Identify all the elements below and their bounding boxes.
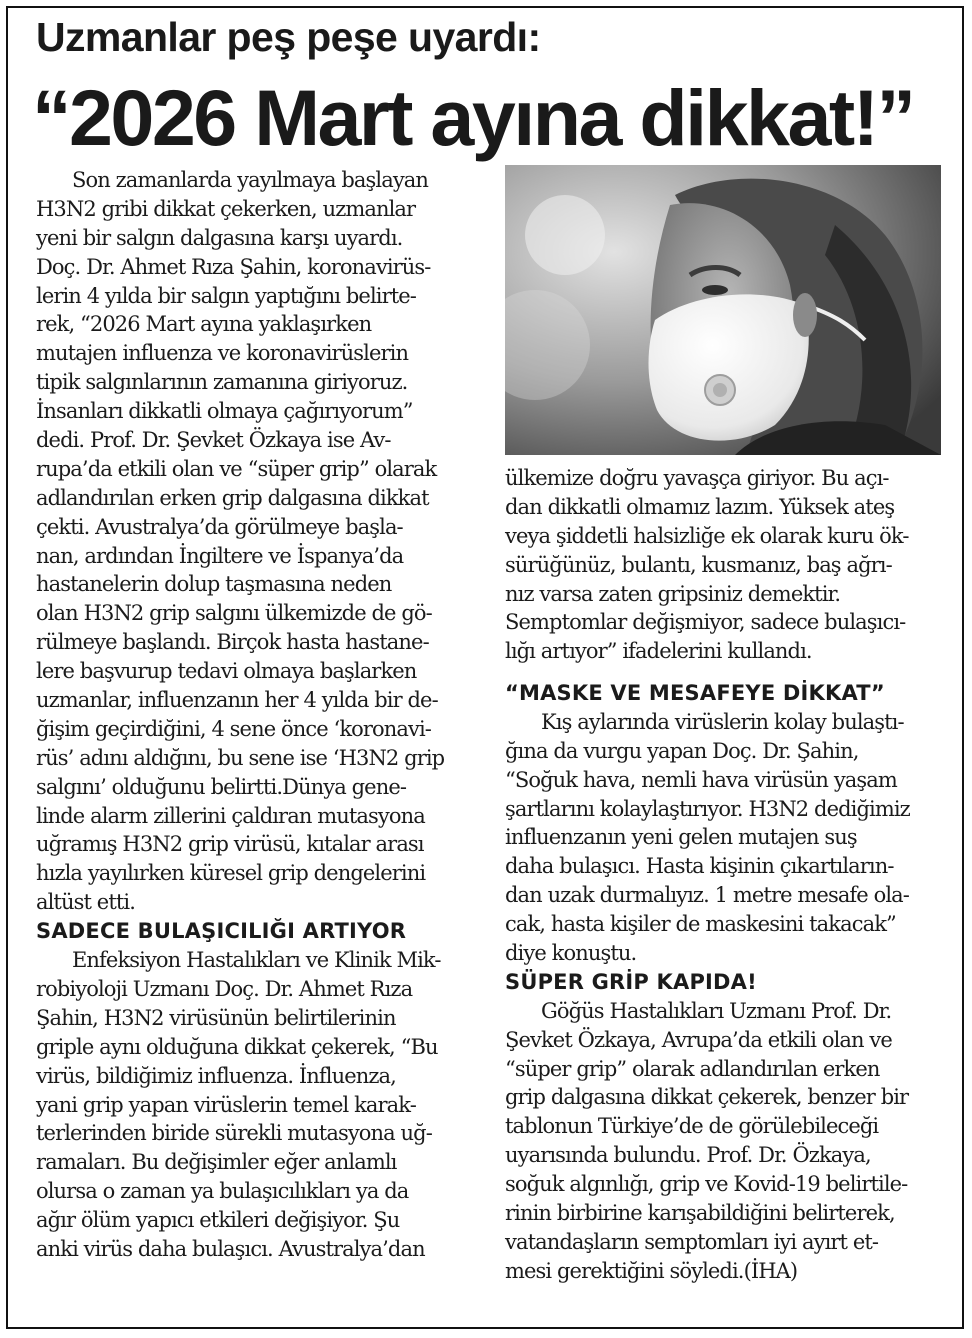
text-line: nan, ardından İngiltere ve İspanya’da (36, 543, 404, 568)
text-line: vatandaşların semptomları iyi ayırt et- (505, 1229, 879, 1254)
subhead-maske-mesafe: “MASKE VE MESAFEYE DİKKAT” (505, 681, 885, 705)
text-line: rüs’ adını aldığını, bu sene ise ‘H3N2 grip (36, 745, 445, 770)
text-line: Doç. Dr. Ahmet Rıza Şahin, koronavirüs- (36, 254, 431, 279)
text-line: griple aynı olduğuna dikkat çekerek, “Bu (36, 1034, 438, 1059)
text-line: cak, hasta kişiler de maskesini takacak” (505, 912, 896, 937)
text-line: robiyoloji Uzmanı Doç. Dr. Ahmet Rıza (36, 976, 413, 1001)
text-line: rülmeye başlandı. Birçok hasta hastane- (36, 630, 429, 655)
text-line: yeni bir salgın dalgasına karşı uyardı. (36, 225, 403, 250)
text-line: influenzanın yeni gelen mutajen suş (505, 825, 857, 850)
text-line: sürüğünüz, bulantı, kusmanız, baş ağrı- (505, 552, 892, 577)
text-line: uyarısında bulundu. Prof. Dr. Özkaya, (505, 1143, 871, 1168)
text-line: virüs, bildiğimiz influenza. İnfluenza, (36, 1063, 396, 1088)
text-line: şartlarını kolaylaştırıyor. H3N2 dediğimiz (505, 796, 910, 821)
text-line: lere başvurup tedavi olmaya başlarken (36, 659, 417, 684)
text-line: çekti. Avustralya’da görülmeye başla- (36, 514, 403, 539)
subhead-super-grip: SÜPER GRİP KAPIDA! (505, 969, 757, 994)
text-line: mesi gerektiğini söyledi.(İHA) (505, 1258, 798, 1283)
text-line: olursa o zaman ya bulaşıcılıkları ya da (36, 1179, 409, 1204)
text-line: rinin birbirine karışabildiğini belirterek, (505, 1201, 895, 1226)
text-line: daha bulaşıcı. Hasta kişinin çıkartıların- (505, 854, 894, 879)
article-photo (505, 165, 941, 455)
text-line: “Soğuk hava, nemli hava virüsün yaşam (505, 767, 897, 792)
text-line: dan uzak durmalıyız. 1 metre mesafe ola- (505, 883, 909, 908)
text-line: Kış aylarında virüslerin kolay bulaştı- (541, 709, 904, 734)
text-line: uğramış H3N2 grip virüsü, kıtalar arası (36, 832, 424, 857)
text-line: rupa’da etkili olan ve “süper grip” olarak (36, 456, 437, 481)
text-line: Semptomlar değişmiyor, sadece bulaşıcı- (505, 610, 906, 635)
text-line: Göğüs Hastalıkları Uzmanı Prof. Dr. (541, 998, 892, 1023)
photo-mask-woman-icon (505, 165, 941, 455)
text-line: terlerinden biride sürekli mutasyona uğ- (36, 1121, 432, 1146)
text-line: İnsanları dikkatli olmaya çağırıyorum” (36, 399, 413, 424)
text-line: yani grip yapan virüslerin temel karak- (36, 1092, 416, 1117)
text-line: ğişim geçirdiğini, 4 sene önce ‘koronavi- (36, 716, 431, 741)
text-line: nız varsa zaten gripsiniz demektir. (505, 581, 841, 606)
text-line: mutajen influenza ve koronavirüslerin (36, 341, 409, 366)
text-line: “süper grip” olarak adlandırılan erken (505, 1056, 880, 1081)
subhead-sadece-bulasiciligi: SADECE BULAŞICILIĞI ARTIYOR (36, 919, 407, 944)
text-line: veya şiddetli halsizliğe ek olarak kuru ök- (505, 523, 909, 548)
text-line: ramaları. Bu değişimler eğer anlamlı (36, 1150, 397, 1175)
text-line: lerin 4 yılda bir salgın yaptığını belirte- (36, 283, 416, 308)
headline-title: “2026 Mart ayına dikkat!” (32, 73, 914, 162)
text-line: diye konuştu. (505, 941, 637, 966)
text-line: dan dikkatli olmamız lazım. Yüksek ateş (505, 494, 895, 519)
right-column-top (505, 464, 945, 666)
right-column-bottom (505, 679, 945, 1286)
text-line: altüst etti. (36, 890, 135, 915)
text-line: ülkemize doğru yavaşça giriyor. Bu açı- (505, 466, 889, 490)
text-line: tipik salgınlarının zamanına giriyoruz. (36, 370, 408, 395)
text-line: Son zamanlarda yayılmaya başlayan (72, 168, 429, 192)
text-line: hızla yayılırken küresel grip dengelerini (36, 861, 426, 886)
text-line: salgını’ olduğunu belirtti.Dünya gene- (36, 774, 407, 799)
text-line: soğuk algınlığı, grip ve Kovid-19 belirtile- (505, 1172, 908, 1197)
headline-kicker: Uzmanlar peş peşe uyardı: (36, 14, 541, 60)
text-line: anki virüs daha bulaşıcı. Avustralya’dan (36, 1236, 425, 1261)
text-line: hastanelerin dolup taşmasına neden (36, 572, 392, 597)
text-line: ağır ölüm yapıcı etkileri değişiyor. Şu (36, 1208, 400, 1233)
text-line: uzmanlar, influenzanın her 4 yılda bir de- (36, 688, 438, 713)
text-line: grip dalgasına dikkat çekerek, benzer bir (505, 1085, 909, 1110)
text-line: lığı artıyor” ifadelerini kullandı. (505, 639, 812, 664)
text-line: H3N2 gribi dikkat çekerken, uzmanlar (36, 196, 416, 221)
text-line: tablonun Türkiye’de de görülebileceği (505, 1114, 879, 1139)
text-line: Şahin, H3N2 virüsünün belirtilerinin (36, 1005, 396, 1030)
text-line: Enfeksiyon Hastalıkları ve Klinik Mik- (72, 948, 441, 973)
text-line: dedi. Prof. Dr. Şevket Özkaya ise Av- (36, 428, 391, 453)
text-line: olan H3N2 grip salgını ülkemizde de gö- (36, 601, 432, 626)
text-line: rek, “2026 Mart ayına yaklaşırken (36, 312, 372, 337)
text-line: Şevket Özkaya, Avrupa’da etkili olan ve (505, 1027, 892, 1052)
text-line: linde alarm zillerini çaldıran mutasyona (36, 803, 425, 828)
left-column (36, 166, 476, 1264)
text-line: ğına da vurgu yapan Doç. Dr. Şahin, (505, 738, 859, 763)
text-line: adlandırılan erken grip dalgasına dikkat (36, 485, 429, 510)
